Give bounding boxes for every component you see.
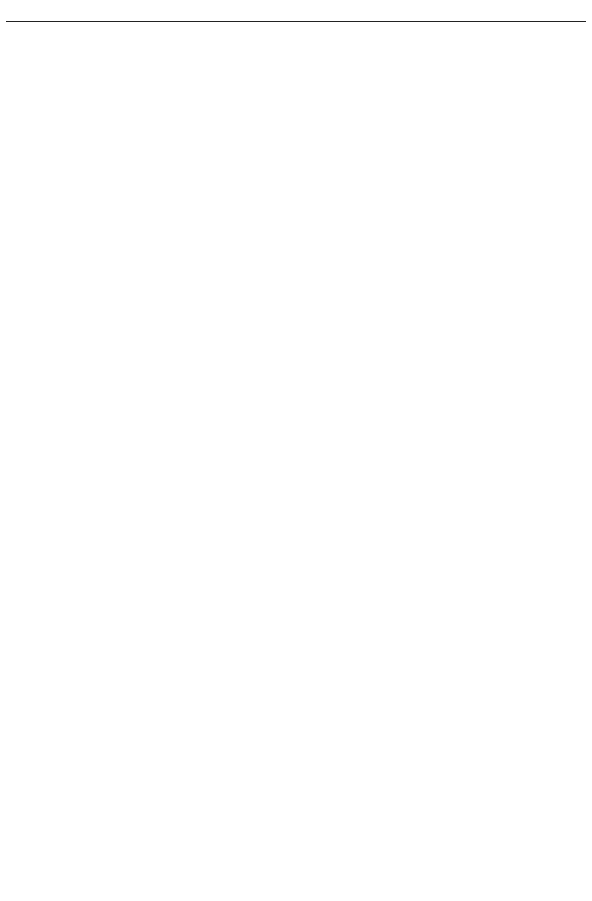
running-header xyxy=(6,0,586,22)
